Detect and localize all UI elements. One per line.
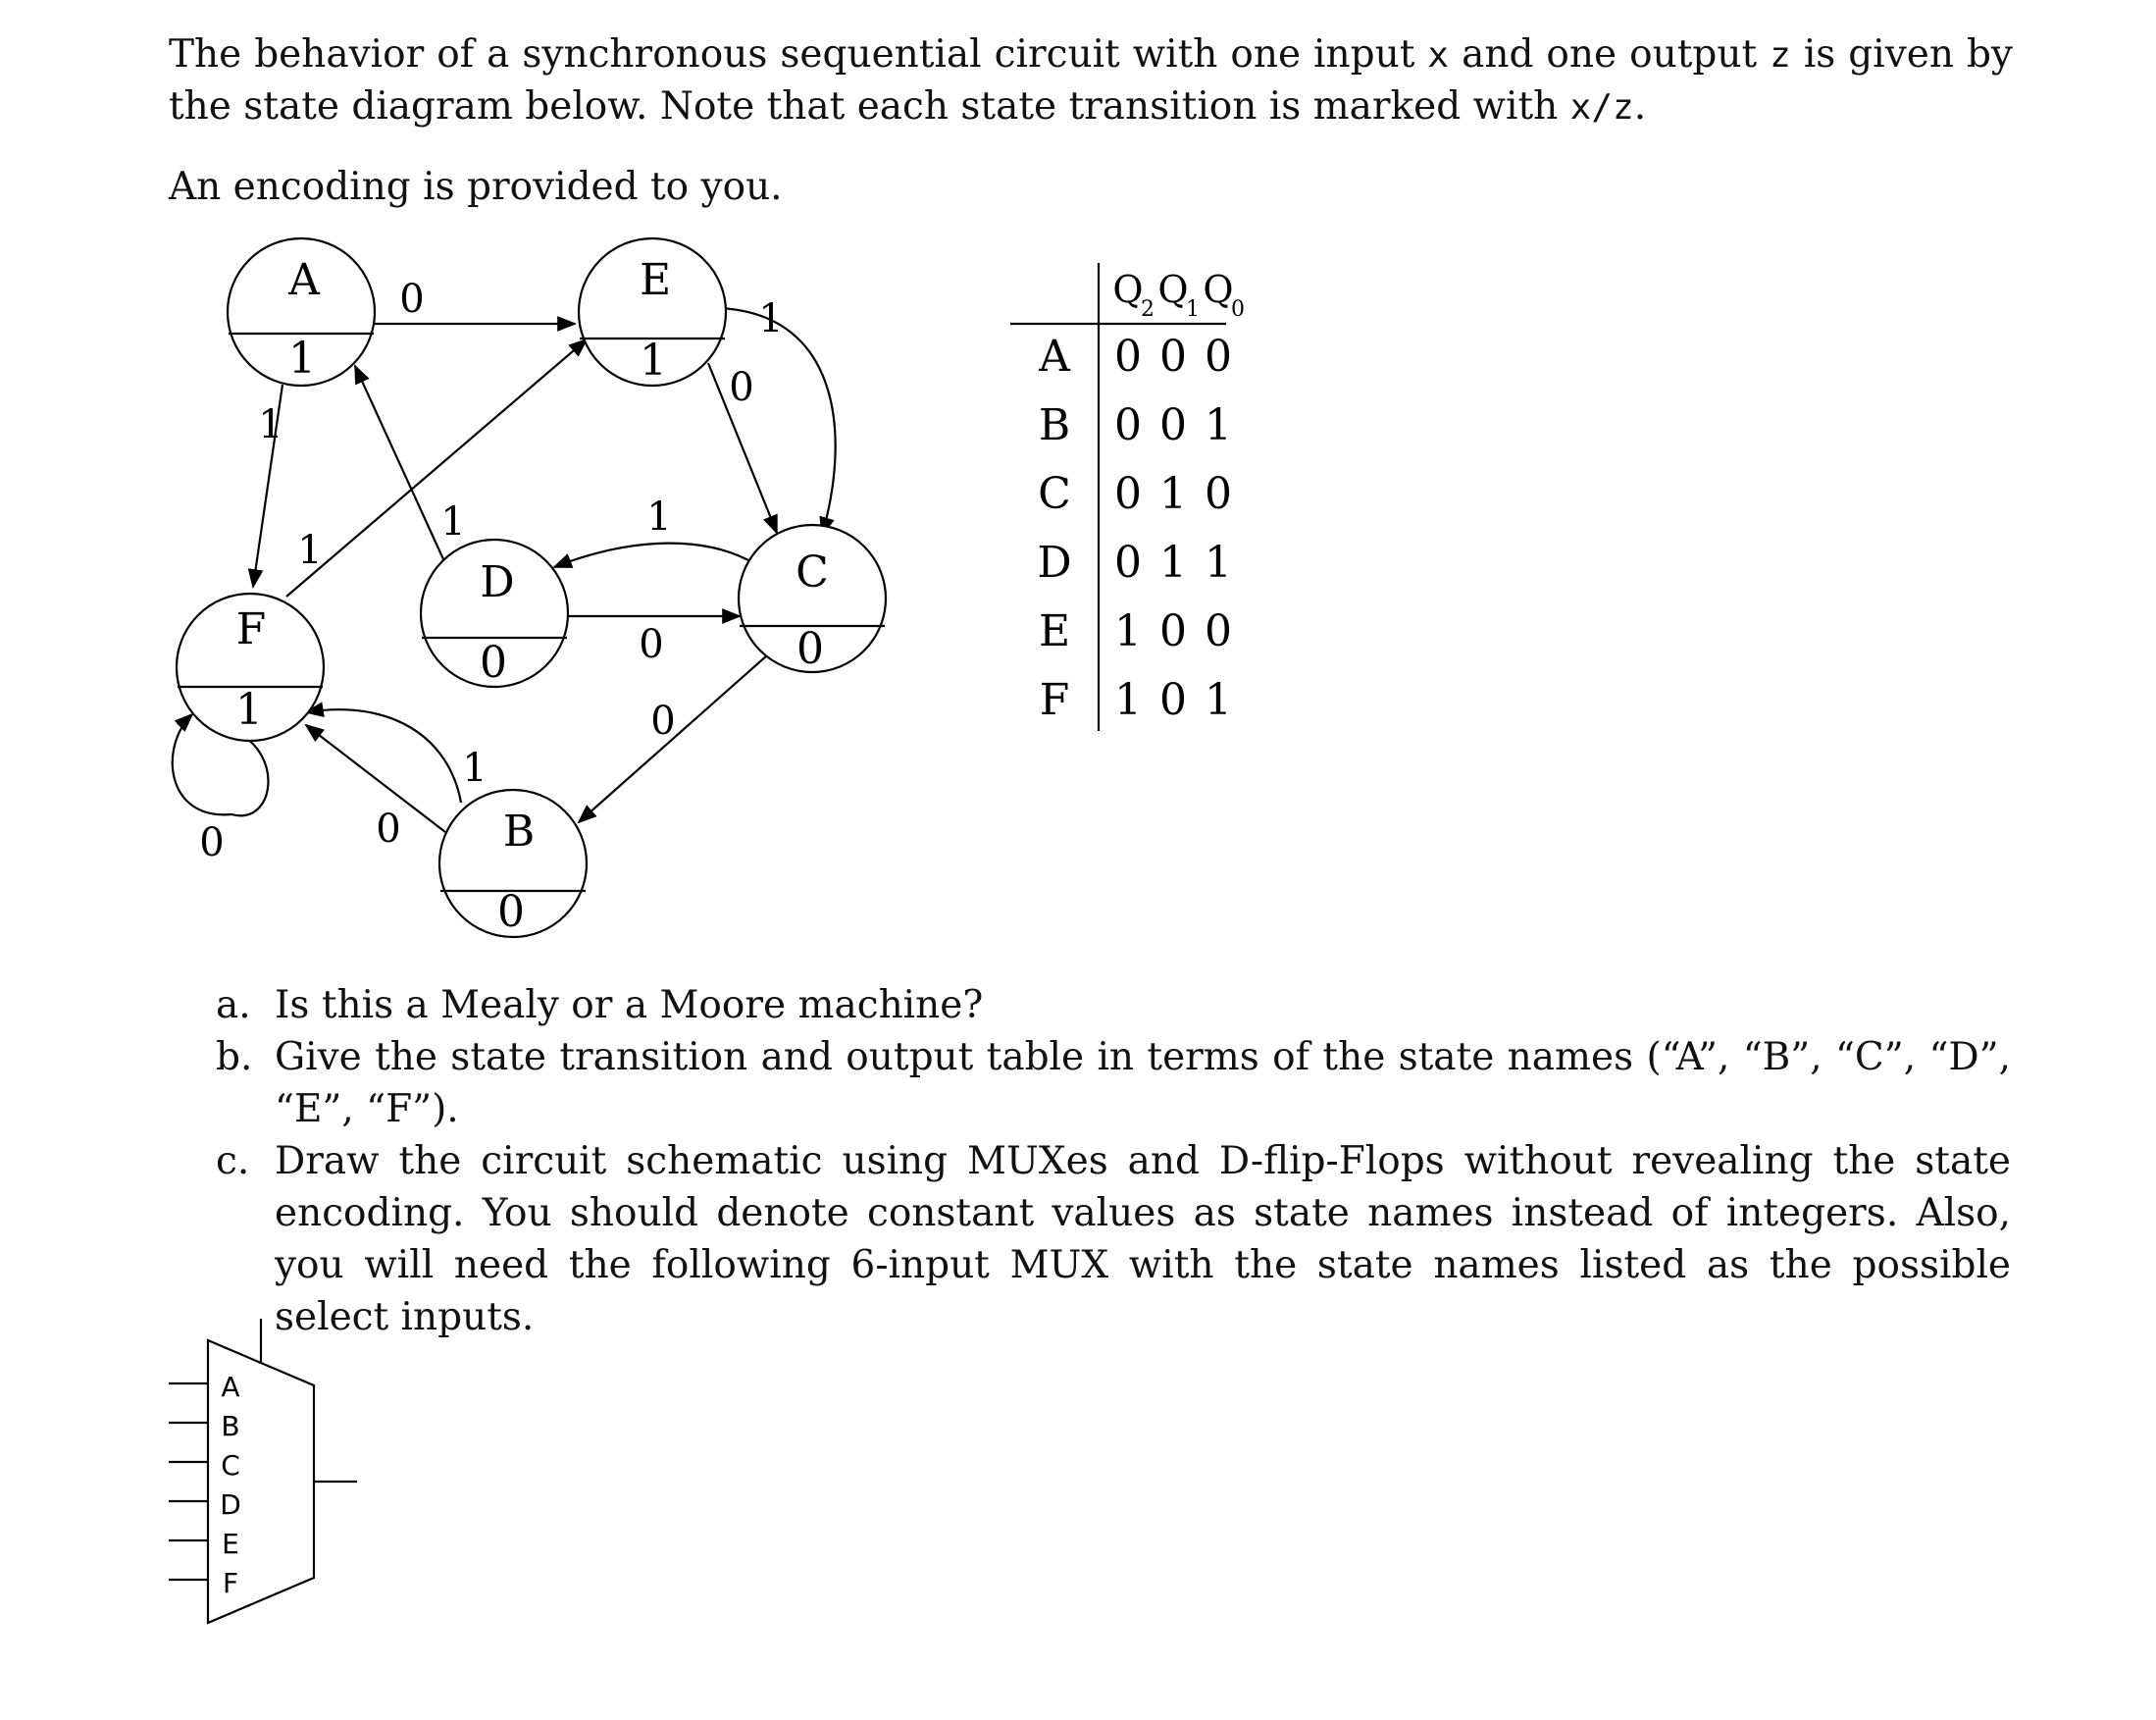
question-b-label: b. <box>216 1035 253 1079</box>
intro-text-3: is given by the state diagram below. Note that each state transition is marked with <box>169 32 2013 129</box>
enc-row-bit: 1 <box>1159 538 1187 588</box>
intro-output-var: z <box>1770 35 1791 76</box>
label-f-self: 0 <box>199 820 225 865</box>
enc-row-bit: 1 <box>1159 469 1187 519</box>
enc-row-bit: 0 <box>1159 400 1187 450</box>
question-c <box>216 1135 2011 1343</box>
label-b-to-f-lower: 0 <box>376 807 401 852</box>
mux-input-f: F <box>222 1567 239 1599</box>
mux-input-d: D <box>220 1488 241 1521</box>
state-f-name: F <box>235 604 267 654</box>
enc-row-state: A <box>1039 332 1070 382</box>
mux-input-b: B <box>221 1410 240 1442</box>
edge-d-to-a <box>355 366 443 559</box>
label-e-to-a: 1 <box>758 296 784 341</box>
enc-header-q2: Q <box>1112 268 1144 311</box>
question-b-text: Give the state transition and output table in terms of the state names (“A”, “B”, “C”, “D”, “E”, “F”). <box>275 1035 2011 1131</box>
enc-row-bit: 0 <box>1114 332 1142 382</box>
label-e-to-c: 0 <box>729 365 754 410</box>
enc-row-bit: 1 <box>1205 400 1232 450</box>
enc-row-bit: 0 <box>1114 400 1142 450</box>
label-a-to-f: 1 <box>258 402 283 447</box>
intro-text-4: . <box>1633 84 1647 129</box>
enc-row-bit: 0 <box>1114 469 1142 519</box>
enc-row-state: B <box>1038 400 1071 450</box>
mux-input-e: E <box>222 1528 239 1560</box>
enc-row-bit: 1 <box>1205 675 1232 725</box>
state-d-output: 0 <box>480 638 507 688</box>
enc-sub-0: 0 <box>1231 297 1245 322</box>
question-a-label: a. <box>216 983 251 1027</box>
enc-row-state: D <box>1037 538 1072 588</box>
state-b-output: 0 <box>497 887 525 937</box>
encoding-table <box>1010 263 1245 731</box>
intro-label-format: x/z <box>1569 87 1634 128</box>
encoding-note: An encoding is provided to you. <box>169 165 783 209</box>
enc-row-bit: 0 <box>1205 332 1232 382</box>
enc-row-bit: 0 <box>1159 675 1187 725</box>
six-input-mux <box>0 1305 412 1639</box>
enc-sub-1: 1 <box>1186 297 1200 322</box>
question-b <box>216 1031 2011 1135</box>
state-f-output: 1 <box>235 685 263 735</box>
intro-text-1: The behavior of a synchronous sequential circuit with one input <box>169 32 1428 77</box>
enc-header-q1: Q <box>1157 268 1189 311</box>
state-a-output: 1 <box>288 334 316 384</box>
state-c-output: 0 <box>796 624 824 674</box>
enc-sub-2: 2 <box>1141 297 1155 322</box>
enc-row-state: E <box>1038 606 1071 656</box>
label-c-to-d: 1 <box>646 495 672 540</box>
question-c-label: c. <box>216 1139 250 1183</box>
edge-e-to-c-outer <box>719 308 836 535</box>
label-d-to-a: 1 <box>440 499 466 545</box>
label-f-to-e: 1 <box>297 528 323 573</box>
label-c-to-b: 0 <box>650 699 676 744</box>
question-a-text: Is this a Mealy or a Moore machine? <box>275 983 984 1027</box>
enc-row-bit: 1 <box>1114 606 1142 656</box>
intro-input-var: x <box>1427 35 1450 76</box>
enc-row-bit: 0 <box>1159 606 1187 656</box>
state-b-name: B <box>502 807 536 857</box>
mux-input-a: A <box>221 1371 240 1403</box>
edge-c-to-d <box>554 544 750 567</box>
question-list <box>216 979 2011 1343</box>
edge-b-to-f <box>306 709 461 803</box>
label-a-to-e: 0 <box>399 277 425 322</box>
label-b-to-f: 1 <box>462 746 488 791</box>
enc-row-bit: 0 <box>1205 606 1232 656</box>
state-a-name: A <box>288 255 320 305</box>
question-c-text: Draw the circuit schematic using MUXes and D-flip-Flops without revealing the state encoding. You should denote constant values as state names instead of integers. Also, you will need the following 6-input MUX with the state names listed as the possible select inputs. <box>275 1139 2011 1339</box>
enc-row-bit: 0 <box>1159 332 1187 382</box>
intro-text-2: and one output <box>1449 32 1771 77</box>
enc-header-q0: Q <box>1203 268 1234 311</box>
enc-row-bit: 1 <box>1114 675 1142 725</box>
label-d-to-c: 0 <box>639 622 664 667</box>
state-e-name: E <box>639 255 672 305</box>
enc-row-bit: 1 <box>1205 538 1232 588</box>
enc-row-state: C <box>1038 469 1071 519</box>
mux-input-c: C <box>221 1449 240 1482</box>
enc-row-bit: 0 <box>1205 469 1232 519</box>
state-d-name: D <box>480 557 515 607</box>
state-e-output: 1 <box>640 336 667 386</box>
enc-row-state: F <box>1039 675 1070 725</box>
enc-row-bit: 0 <box>1114 538 1142 588</box>
question-a <box>216 979 2011 1031</box>
state-c-name: C <box>796 547 829 598</box>
